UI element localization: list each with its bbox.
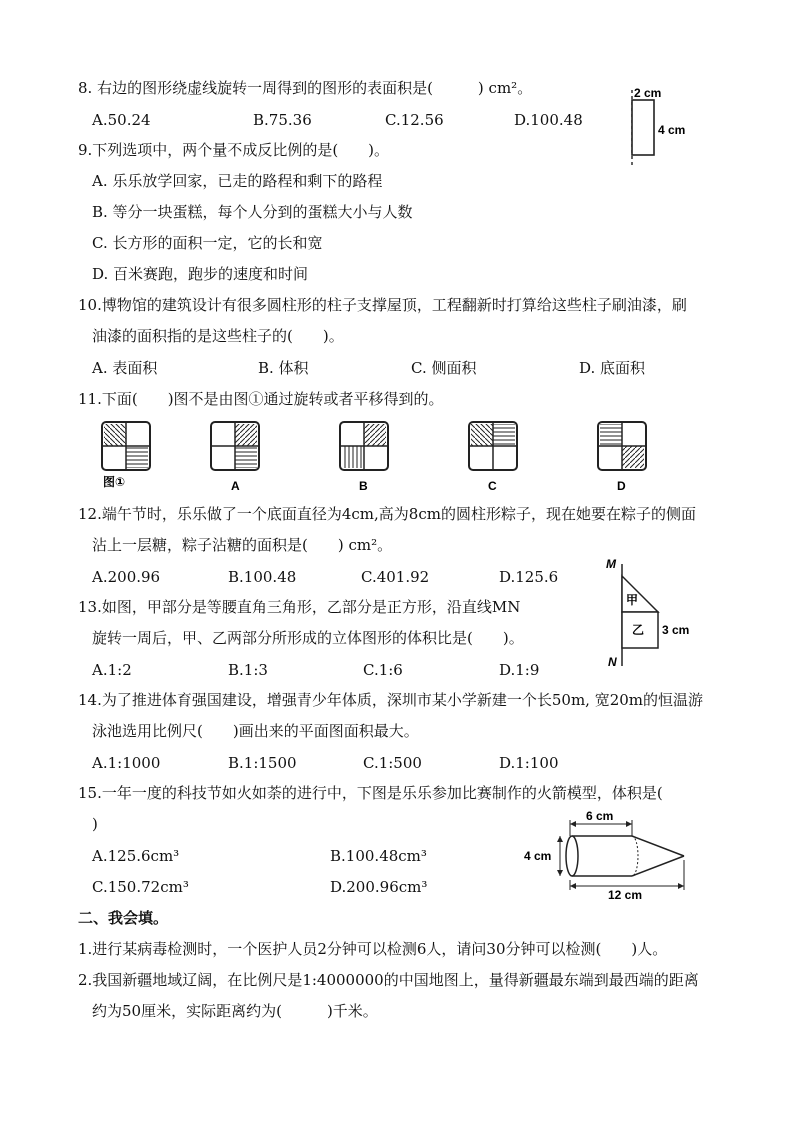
q15-option-c: C.150.72cm³ [92,878,189,896]
q13-option-c: C.1:6 [363,661,403,679]
q12-line2: 沾上一层糖，粽子沾糖的面积是( ) cm²。 [92,536,393,554]
q13-option-d: D.1:9 [499,661,540,679]
q13-yi-label: 乙 [632,623,645,637]
figure-d-square [598,422,646,470]
q8-width-label: 2 cm [634,86,662,100]
q11-pattern-figures [95,418,665,498]
q10-option-b: B. 体积 [258,359,309,377]
q14-option-c: C.1:500 [363,754,422,772]
q9-text: 9.下列选项中，两个量不成反比例的是( )。 [78,141,390,159]
q13-jia-label: 甲 [626,593,639,607]
q9-option-a: A. 乐乐放学回家，已走的路程和剩下的路程 [92,172,383,190]
section2-q2-line1: 2.我国新疆地域辽阔，在比例尺是1:4000000的中国地图上，量得新疆最东端到最西端的距离 [78,971,699,989]
q15-top-label: 6 cm [586,810,614,823]
q15-rocket-figure [520,810,700,900]
q9-option-c: C. 长方形的面积一定，它的长和宽 [92,234,323,252]
figure-d-label: D [617,479,626,493]
q12-option-b: B.100.48 [228,568,297,586]
q14-option-d: D.1:100 [499,754,559,772]
q14-line2: 泳池选用比例尺( )画出来的平面图面积最大。 [92,722,419,740]
q8-height-label: 4 cm [658,123,686,137]
q8-option-c: C.12.56 [385,111,444,129]
section2-q1: 1.进行某病毒检测时，一个医护人员2分钟可以检测6人，请问30分钟可以检测( )人。 [78,940,668,958]
q15-left-label: 4 cm [524,849,552,863]
q15-line1: 15.一年一度的科技节如火如荼的进行中，下图是乐乐参加比赛制作的火箭模型，体积是( [78,784,663,802]
q10-line2: 油漆的面积指的是这些柱子的( )。 [92,327,344,345]
q13-line1: 13.如图，甲部分是等腰直角三角形，乙部分是正方形，沿直线MN [78,598,521,616]
q13-option-a: A.1:2 [92,661,132,679]
q10-option-d: D. 底面积 [579,359,646,377]
q14-line1: 14.为了推进体育强国建设，增强青少年体质，深圳市某小学新建一个长50m, 宽20m的恒温游 [78,691,704,709]
q15-option-b: B.100.48cm³ [330,847,427,865]
q13-triangle-square-figure [600,552,710,670]
figure-c-label: C [488,479,497,493]
q10-option-a: A. 表面积 [92,359,158,377]
q10-option-c: C. 侧面积 [411,359,477,377]
q15-option-d: D.200.96cm³ [330,878,428,896]
figure-b-square [340,422,388,470]
q15-line2: ) [92,815,98,833]
q13-option-b: B.1:3 [228,661,268,679]
q13-n-label: N [608,655,617,669]
q12-option-d: D.125.6 [499,568,559,586]
q12-option-c: C.401.92 [361,568,430,586]
section2-q2-line2: 约为50厘米，实际距离约为( )千米。 [92,1002,378,1020]
q11-text: 11.下面( )图不是由图①通过旋转或者平移得到的。 [78,390,444,408]
q14-option-b: B.1:1500 [228,754,297,772]
figure-a-square [211,422,259,470]
q8-option-d: D.100.48 [514,111,583,129]
q12-option-a: A.200.96 [92,568,161,586]
figure-1-square [102,422,150,470]
q8-option-b: B.75.36 [253,111,312,129]
q13-side-label: 3 cm [662,623,690,637]
q9-option-d: D. 百米赛跑，跑步的速度和时间 [92,265,309,283]
q14-option-a: A.1:1000 [92,754,161,772]
q13-m-label: M [606,557,616,571]
q8-option-a: A.50.24 [92,111,151,129]
section2-title: 二、我会填。 [78,909,169,927]
figure-b-label: B [359,479,368,493]
q10-line1: 10.博物馆的建筑设计有很多圆柱形的柱子支撑屋顶，工程翻新时打算给这些柱子刷油漆，刷 [78,296,687,314]
q9-option-b: B. 等分一块蛋糕，每个人分到的蛋糕大小与人数 [92,203,413,221]
q15-bottom-label: 12 cm [608,888,643,900]
q13-line2: 旋转一周后，甲、乙两部分所形成的立体图形的体积比是( )。 [92,629,524,647]
figure-c-square [469,422,517,470]
q15-option-a: A.125.6cm³ [92,847,180,865]
figure-1-label: 图① [103,475,126,489]
figure-a-label: A [231,479,240,493]
q12-line1: 12.端午节时，乐乐做了一个底面直径为4cm,高为8cm的圆柱形粽子，现在她要在粽子的侧面 [78,505,696,523]
q8-text: 8. 右边的图形绕虚线旋转一周得到的图形的表面积是( ) cm²。 [78,79,533,97]
q8-rectangle-figure [620,82,700,168]
